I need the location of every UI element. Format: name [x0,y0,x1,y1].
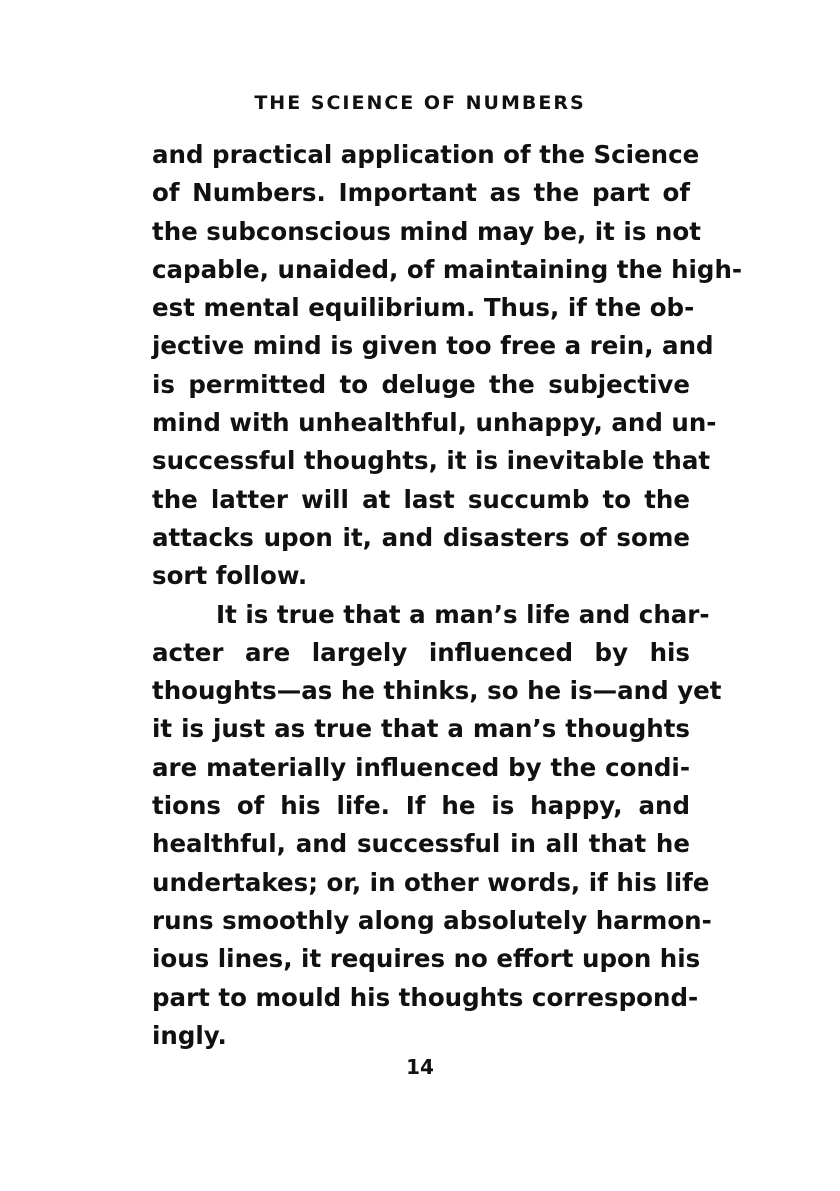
text-line: sort follow. [152,561,308,591]
text-line: and practical application of the Science [152,140,700,169]
text-line: is permitted to deluge the subjective [152,369,690,399]
text-line: It is true that a man’s life and char- [216,599,710,629]
text-line: tions of his life. If he is happy, and [152,791,690,821]
text-line: successful thoughts, it is inevitable that [152,446,711,476]
body-text [152,136,743,1055]
text-line: undertakes; or, in other words, if his life [152,867,710,897]
text-line: acter are largely influenced by his [152,637,690,667]
text-line: jective mind is given too free a rein, and [152,331,714,361]
text-line: part to mould his thoughts correspond- [152,982,699,1012]
text-line: thoughts—as he thinks, so he is—and yet [152,676,722,706]
text-line: capable, unaided, of maintaining the high- [152,254,743,284]
text-line: runs smoothly along absolutely harmon- [152,905,712,935]
text-line: ingly. [152,1020,227,1050]
text-line: the subconscious mind may be, it is not [152,216,701,246]
text-line: attacks upon it, and disasters of some [152,522,690,552]
text-line: healthful, and successful in all that he [152,829,690,859]
text-line: est mental equilibrium. Thus, if the ob- [152,293,695,323]
page-number: 14 [406,1055,434,1079]
text-line: the latter will at last succumb to the [152,484,690,514]
text-line: it is just as true that a man’s thoughts [152,714,690,744]
text-line: mind with unhealthful, unhappy, and un- [152,408,717,438]
text-line: ious lines, it requires no effort upon his [152,944,701,974]
running-head: THE SCIENCE OF NUMBERS [254,92,586,114]
text-line: are materially influenced by the condi- [152,752,690,782]
text-line: of Numbers. Important as the part of [152,178,690,208]
